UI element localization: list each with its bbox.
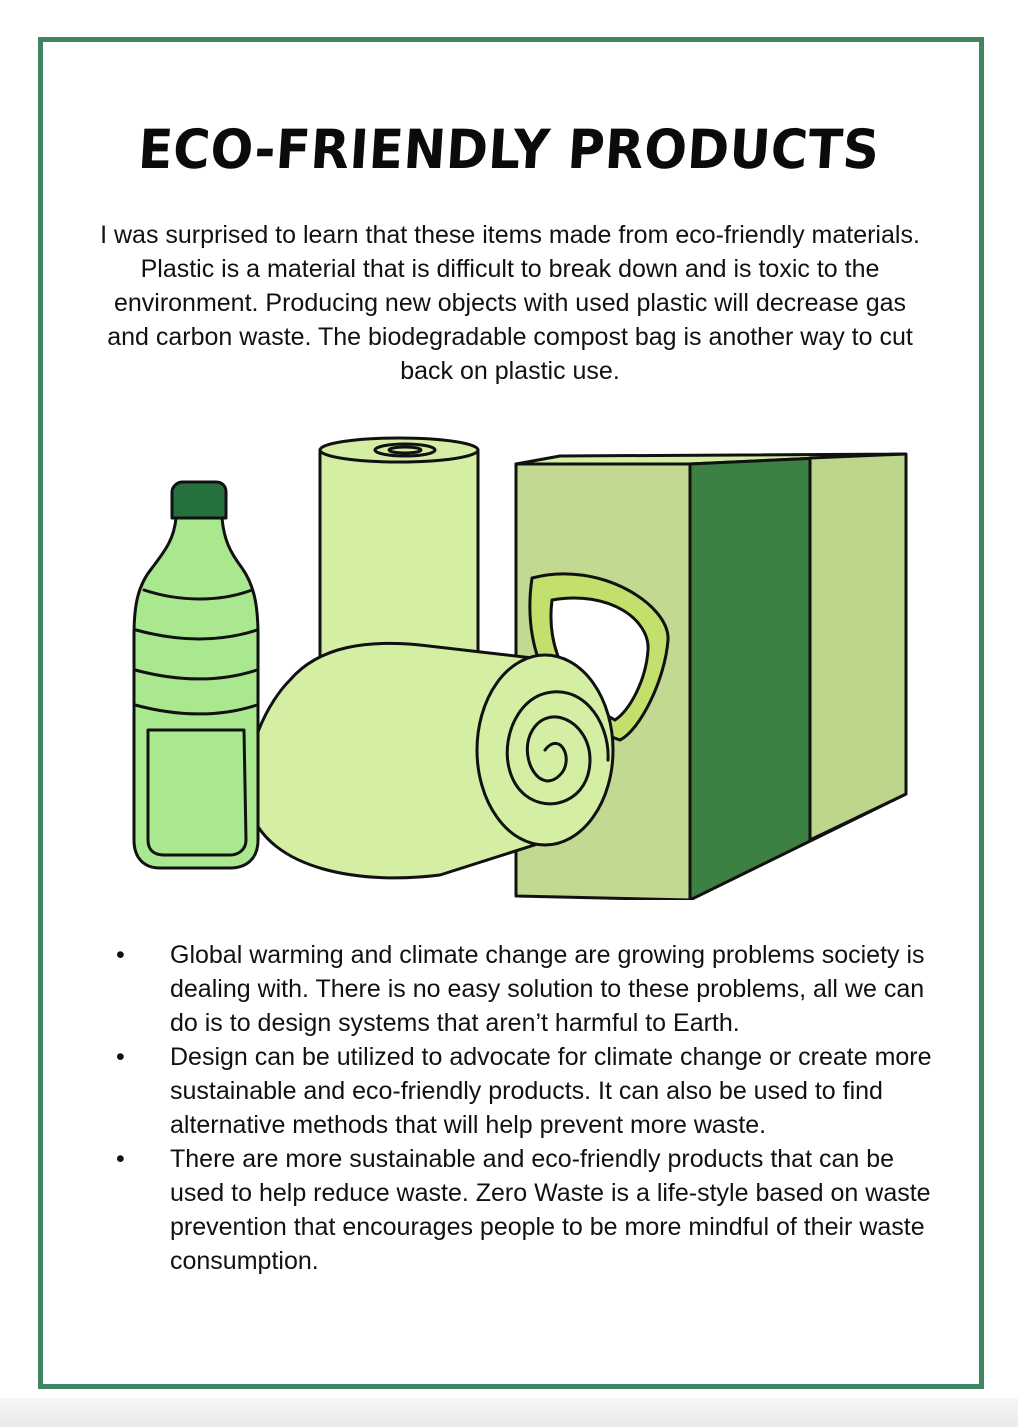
page-title: ECO-FRIENDLY PRODUCTS (136, 118, 882, 181)
bullet-text: Design can be utilized to advocate for climate change or create more sustainable and eco-friendly products. It can also be used to find alternative methods that will help prevent more waste. (170, 1043, 932, 1139)
bullet-marker: • (116, 1043, 125, 1071)
bullet-item (112, 938, 932, 1040)
lying-roll-icon (248, 643, 613, 877)
bullet-text: Global warming and climate change are growing problems society is dealing with. There is no easy solution to these problems, all we can do is to design systems that aren’t harmful to Earth. (170, 941, 925, 1037)
eco-products-illustration (120, 430, 920, 900)
bullet-text: There are more sustainable and eco-friendly products that can be used to help reduce waste. Zero Waste is a life-style based on waste prevention that encourages people to be more mindful of their waste consumption. (170, 1145, 931, 1275)
bullet-marker: • (116, 1145, 125, 1173)
plastic-bottle-icon (134, 482, 258, 868)
bullet-list (112, 938, 932, 1278)
bullet-item (112, 1040, 932, 1142)
page-bottom-shadow (0, 1398, 1018, 1427)
bullet-marker: • (116, 941, 125, 969)
intro-paragraph: I was surprised to learn that these items made from eco-friendly materials. Plastic is a material that is difficult to break down and is toxic to the environment. Producing new objects with used plastic will decrease gas and carbon waste. The biodegradable compost bag is another way to cut back on plastic use. (100, 221, 920, 385)
bullet-item (112, 1142, 932, 1278)
